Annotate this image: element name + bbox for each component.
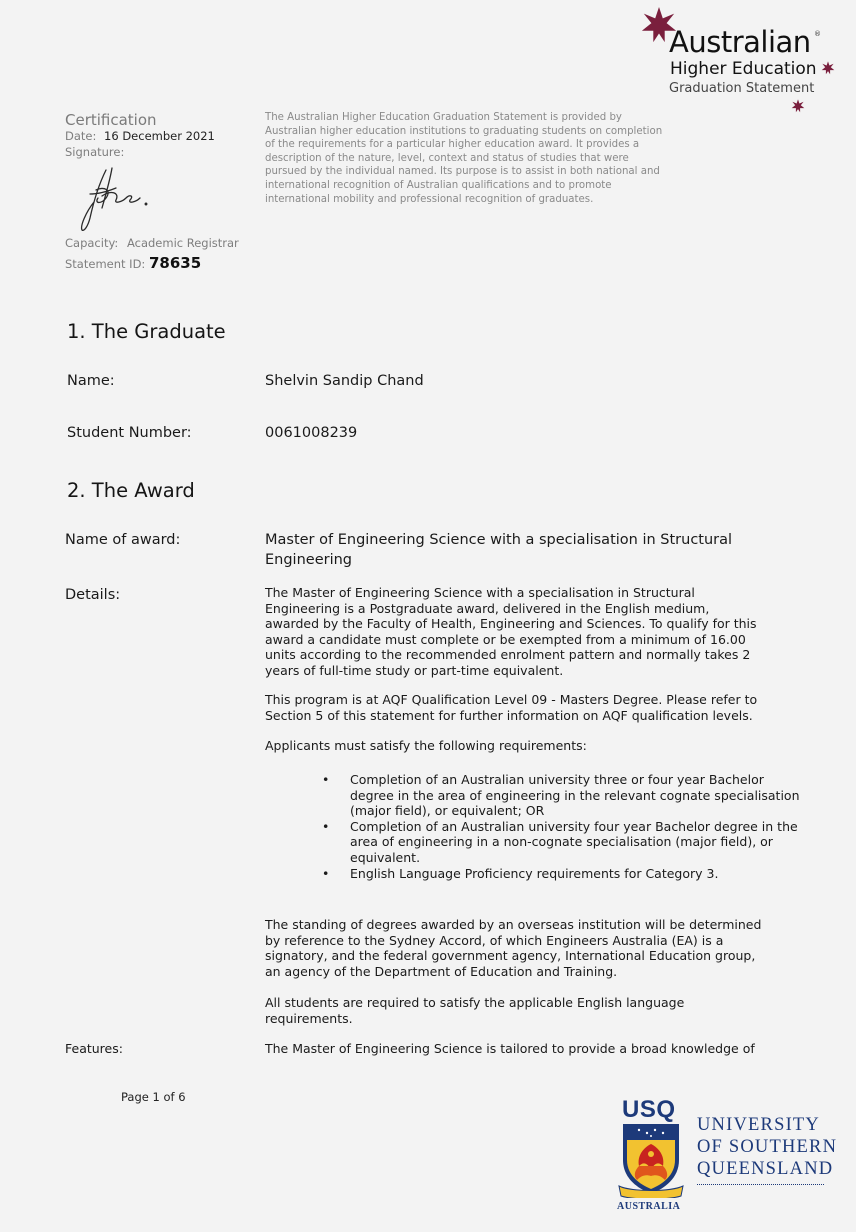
intro-paragraph: The Australian Higher Education Graduation Statement is provided by Australian higher education institutions to graduating students on completion of the requirements for a particular higher education award. It provides a description of the nature, level, context and status of studies that were pursued by the individual named. Its purpose is to assist in both national and international recognition of Australian qualifications and to promote international mobility and professional recognition of graduates. [265,112,663,205]
crest-icon [617,1120,685,1198]
student-number-value: 0061008239 [265,425,358,441]
list-item: • Completion of an Australian university four year Bachelor degree in the area of engineering in a non-cognate specialisation (major field), or equivalent. [322,818,798,865]
requirements-list [300,772,810,881]
name-value: Shelvin Sandip Chand [265,373,424,389]
statement-id-row [65,256,201,271]
usq-name-line1: UNIVERSITY [697,1115,820,1135]
award-heading: 2. The Award [67,479,195,502]
usq-name-line2: OF SOUTHERN [697,1137,838,1157]
divider [697,1184,824,1185]
capacity-value: Academic Registrar [126,236,239,250]
details-label: Details: [65,587,121,603]
logo-line3: Graduation Statement [669,81,815,96]
signature-image [76,160,156,236]
award-name-value: Master of Engineering Science with a specialisation in Structural Engineering [265,532,733,568]
bullet: • [322,865,330,881]
usq-country: AUSTRALIA [617,1201,681,1212]
certification-heading: Certification [65,111,157,129]
date-label: Date: [65,129,97,143]
bullet: • [322,772,330,787]
list-item: • English Language Proficiency requirements for Category 3. [322,865,719,881]
details-paragraph-1: The Master of Engineering Science with a specialisation in Structural Engineering is a Postgraduate award, delivered in the English medium, awarded by the Faculty of Health, Engineering and Sciences. To qualify for this award a candidate must complete or be exempted from a minimum of 16.00 units according to the recommended enrolment pattern and normally takes 2 years of full-time study or part-time equivalent. [265,585,757,678]
name-label: Name: [67,373,115,389]
features-label: Features: [65,1041,123,1056]
usq-name-line3: QUEENSLAND [697,1159,834,1179]
date-value: 16 December 2021 [104,129,215,143]
page-number: Page 1 of 6 [121,1090,186,1104]
logo-line1: Australian [669,25,811,59]
registered-mark: ® [814,30,821,38]
features-text: The Master of Engineering Science is tailored to provide a broad knowledge of [265,1041,755,1056]
statement-id-value: 78635 [148,254,202,272]
capacity-row [65,238,239,250]
graduate-heading: 1. The Graduate [67,320,226,343]
logo-line2: Higher Education [670,59,817,79]
award-name-label: Name of award: [65,532,181,548]
capacity-label: Capacity: [65,236,119,250]
statement-id-label: Statement ID: [65,257,146,271]
details-paragraph-5: All students are required to satisfy the applicable English language requirements. [265,995,685,1026]
bullet: • [322,818,330,834]
list-item: • Completion of an Australian university three or four year Bachelor degree in the area of engineering in the relevant cognate specialisation (major field), or equivalent; OR [322,772,800,819]
details-paragraph-4: The standing of degrees awarded by an overseas institution will be determined by reference to the Sydney Accord, of which Engineers Australia (EA) is a signatory, and the federal government agency, International Education group, an agency of the Department of Education and Training. [265,917,762,979]
usq-abbr: USQ [622,1096,676,1123]
details-paragraph-2: This program is at AQF Qualification Level 09 - Masters Degree. Please refer to Section 5 of this statement for further information on AQF qualification levels. [265,692,758,723]
date-row [65,131,215,143]
star-icon [791,99,805,113]
star-icon [821,61,835,75]
details-paragraph-3: Applicants must satisfy the following requirements: [265,738,587,753]
student-number-label: Student Number: [67,425,192,441]
signature-label: Signature: [65,145,125,159]
